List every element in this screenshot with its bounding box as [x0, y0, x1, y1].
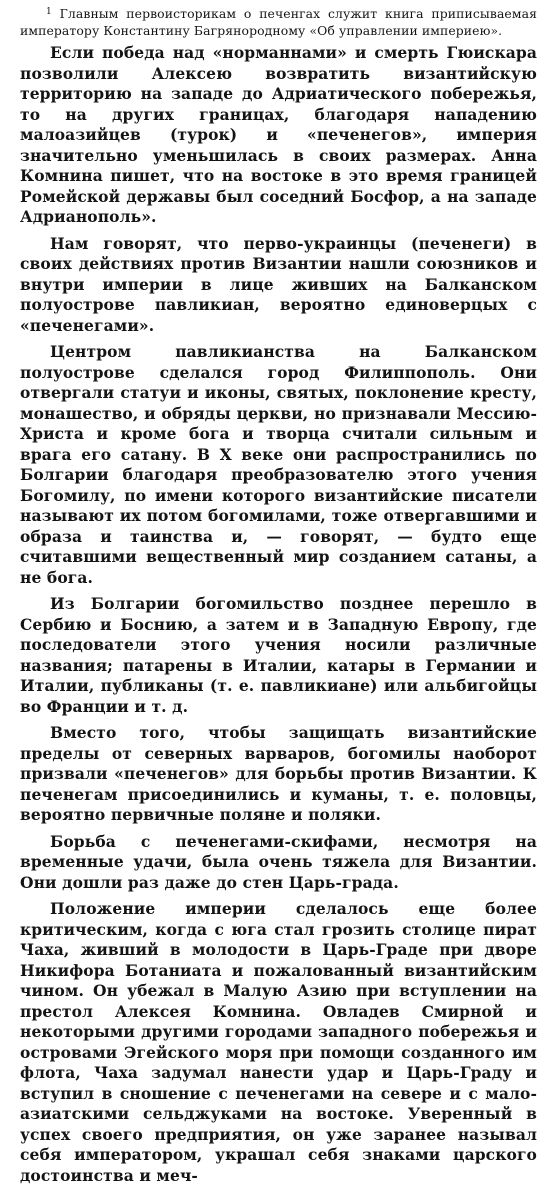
footnote	[20, 4, 537, 39]
paragraph-3: Центром павликианства на Балканском полуострове сделался город Филиппополь. Они отвергали статуи и иконы, святых, поклонение кресту, монашество, и обряды церкви, но признавали Мессию-Христа и кроме бога и творца считали сильным и врага его сатану. В X веке они распространились по Болгарии благодаря преобразователю этого учения Богомилу, по имени которого византийские писатели называют их потом богомилами, тоже отвергавшими и образа и таинства и, — говорят, — будто еще считавшими вещественный мир созданием сатаны, а не бога.	[20, 342, 537, 587]
paragraph-2: Нам говорят, что перво-украинцы (печенеги) в своих действиях против Византии нашли союзников и внутри империи в лице живших на Балканском полуострове павликиан, вероятно единоверцых с «печенегами».	[20, 233, 537, 335]
paragraph-6: Борьба с печенегами-скифами, несмотря на временные удачи, была очень тяжела для Византии. Они дошли раз даже до стен Царь-града.	[20, 831, 537, 892]
paragraph-7: Положение империи сделалось еще более критическим, когда с юга стал грозить столице пират Чаха, живший в молодости в Царь-Граде при дворе Никифора Ботаниата и пожалованный византийским чином. Он убежал в Малую Азию при вступлении на престол Алексея Комнина. Овладев Смирной и некоторыми другими городами западного побережья и островами Эгейского моря при помощи созданного им флота, Чаха задумал нанести удар и Царь-Граду и вступил в сношение с печенегами на севере и с мало-азиатскими сельджуками на востоке. Уверенный в успех своего предприятия, он уже заранее называл себя императором, украшал себя знаками царского достоинства и меч-	[20, 899, 537, 1185]
paragraph-4: Из Болгарии богомильство позднее перешло в Сербию и Боснию, а затем и в Западную Европу, где последователи этого учения носили различные названия; патарены в Италии, катары в Германии и Италии, публиканы (т. е. павликиане) или альбигойцы во Франции и т. д.	[20, 594, 537, 716]
footnote-marker: 1	[46, 7, 52, 17]
footnote-text: Главным первоисторикам о печенгах служит книга приписываемая императору Константину Багрянородному «Об управлении империею».	[20, 6, 538, 38]
paragraph-1: Если победа над «норманнами» и смерть Гюискара позволили Алексею возвратить византийскую территорию на западе до Адриатического побережья, то на других границах, благодаря нападению малоазийцев (турок) и «печенегов», империя значительно уменьшилась в своих размерах. Анна Комнина пишет, что на востоке в это время границей Ромейской державы был соседний Босфор, а на западе Адрианополь».	[20, 43, 537, 226]
paragraph-5: Вместо того, чтобы защищать византийские пределы от северных варваров, богомилы наоборот призвали «печенегов» для борьбы против Византии. К печенегам присоединились и куманы, т. е. половцы, вероятно первичные поляне и поляки.	[20, 723, 537, 824]
